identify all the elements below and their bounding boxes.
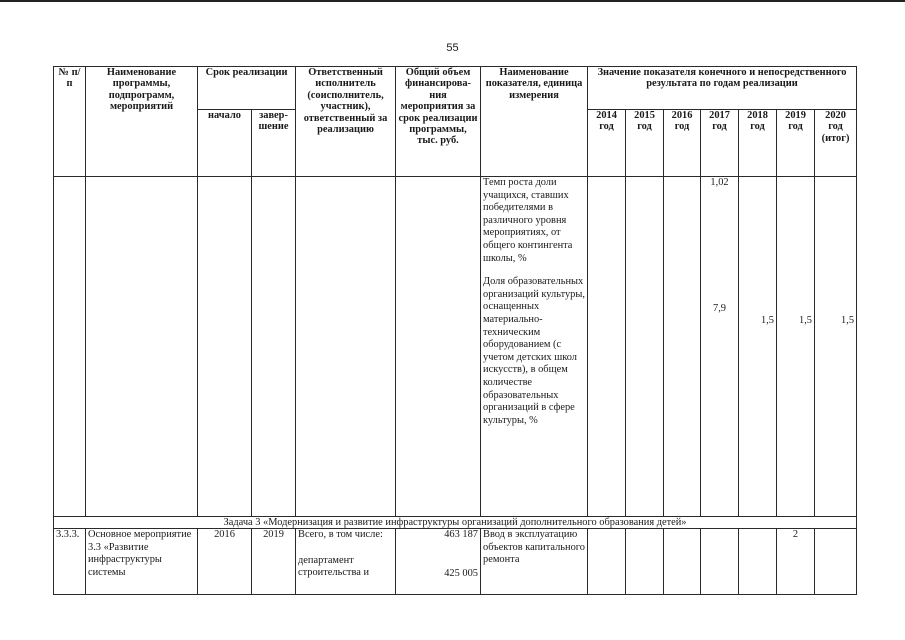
responsible-department: департамент строительства и <box>298 554 370 579</box>
table-row <box>54 177 857 517</box>
header-year-2018: 2018 год <box>739 110 777 177</box>
header-term-start: начало <box>198 110 252 177</box>
header-responsible: Ответственный исполнитель (соисполнитель, участник), ответственный за реализацию <box>296 67 396 177</box>
row-name: Основное мероприятие 3.3 «Развитие инфраструктуры системы <box>86 529 198 595</box>
header-year-2020: 2020 год (итог) <box>815 110 857 177</box>
value-r2-2020: 1,5 <box>841 315 855 326</box>
row-funding <box>396 529 481 595</box>
funding-department: 425 005 <box>444 567 479 579</box>
header-year-2017: 2017 год <box>701 110 739 177</box>
value-2020-cell <box>815 177 857 517</box>
indicator-cell <box>481 177 588 517</box>
header-values: Значение показателя конечного и непосредственного результата по годам реализации <box>588 67 857 110</box>
page-number: 55 <box>446 42 459 54</box>
task-3-title: Задача 3 «Модернизация и развитие инфраструктуры организаций дополнительного образования детей» <box>54 517 857 529</box>
row-start: 2016 <box>198 529 252 595</box>
header-year-2014: 2014 год <box>588 110 626 177</box>
value-2019-cell <box>777 177 815 517</box>
row-indicator: Ввод в эксплуатацию объектов капитального ремонта <box>481 529 588 595</box>
value-2017-cell <box>701 177 739 517</box>
header-term: Срок реализации <box>198 67 296 110</box>
indicator-culture-equipment: Доля образовательных организаций культуры, оснащенных материально-техническим оборудованием (с учетом детских школ искусств), в общем количестве образовательных организаций в сфере культуры, % <box>483 276 585 426</box>
header-term-end: завер-шение <box>252 110 296 177</box>
indicator-growth-winners: Темп роста доли учащихся, ставших победителями в различного уровня мероприятиях, от общего контингента школы, % <box>483 177 573 264</box>
responsible-total: Всего, в том числе: <box>298 529 383 540</box>
header-funding: Общий объем финансирова-ния мероприятия за срок реализации программы, тыс. руб. <box>396 67 481 177</box>
row-value-2019: 2 <box>777 529 815 595</box>
value-r2-2017: 7,9 <box>713 302 727 314</box>
value-2018-cell <box>739 177 777 517</box>
table-row <box>54 529 857 595</box>
row-num: 3.3.3. <box>54 529 86 595</box>
header-year-2019: 2019 год <box>777 110 815 177</box>
funding-total: 463 187 <box>444 529 479 540</box>
header-year-2015: 2015 год <box>626 110 664 177</box>
value-r1-2017: 1,02 <box>710 177 729 188</box>
program-table <box>53 66 857 595</box>
value-r2-2018: 1,5 <box>761 315 775 326</box>
header-indicator: Наименование показателя, единица измерения <box>481 67 588 177</box>
row-responsible <box>296 529 396 595</box>
header-num: № п/п <box>54 67 86 177</box>
value-r2-2019: 1,5 <box>799 315 813 326</box>
row-end: 2019 <box>252 529 296 595</box>
task-header-row <box>54 517 857 529</box>
header-name: Наименование программы, подпрограмм, мероприятий <box>86 67 198 177</box>
top-scan-edge <box>0 0 905 2</box>
header-year-2016: 2016 год <box>664 110 701 177</box>
